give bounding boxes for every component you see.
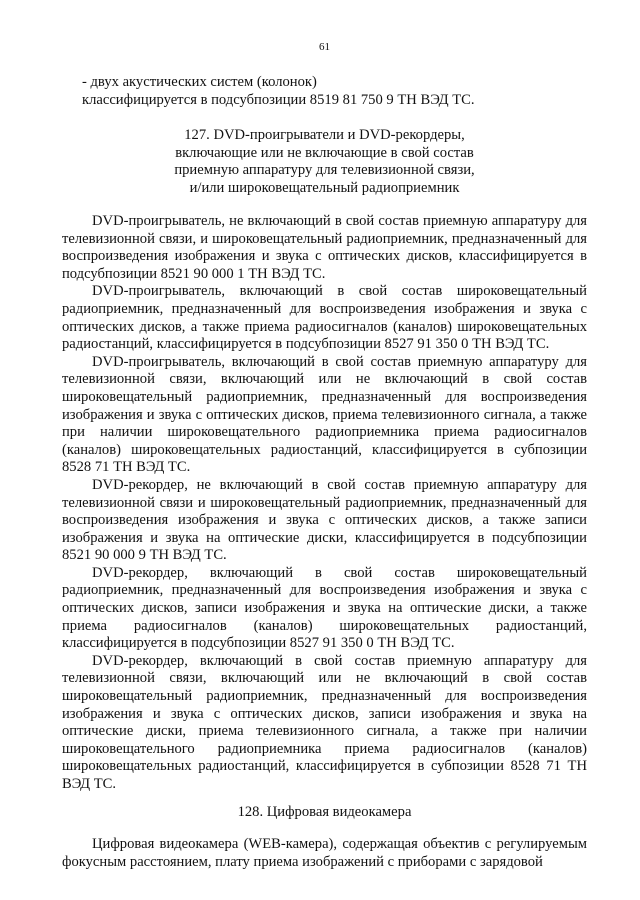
intro-line: - двух акустических систем (колонок) — [82, 74, 317, 90]
paragraph: DVD-проигрыватель, включающий в свой состав приемную аппаратуру для телевизионной связи, включающий или не включающий в свой состав широковещательный радиоприемник, предназначенный для воспроизведения изображения и звука с оптических дисков, приема телевизионного сигнала, а также при наличии широковещательного радиоприемника приема радиосигналов (каналов) широковещательных радиостанций, классифицируется в субпозиции 8528 71 ТН ВЭД ТС. — [62, 353, 587, 476]
heading-line: 128. Цифровая видеокамера — [237, 804, 412, 820]
intro-line: классифицируется в подсубпозиции 8519 81 750 9 ТН ВЭД ТС. — [82, 91, 475, 108]
paragraph: DVD-проигрыватель, включающий в свой состав широковещательный радиоприемник, предназначенный для воспроизведения изображения и звука с оптических дисков, а также приема радиосигналов (каналов) широковещательных радиостанций, классифицируется в подсубпозиции 8527 91 350 0 ТН ВЭД ТС. — [62, 283, 587, 353]
paragraph: DVD-проигрыватель, не включающий в свой состав приемную аппаратуру для телевизионной связи, и широковещательный радиоприемник, предназначенный для воспроизведения изображения и звука с оптических дисков, классифицируется в подсубпозиции 8521 90 000 1 ТН ВЭД ТС. — [62, 213, 587, 282]
section-127-heading — [62, 127, 587, 197]
heading-line: приемную аппаратуру для телевизионной связи, — [174, 162, 475, 179]
paragraph: Цифровая видеокамера (WEB-камера), содержащая объектив с регулируемым фокусным расстоянием, плату приема изображений с приборами с зарядовой — [62, 836, 587, 870]
section-128-body — [62, 836, 587, 871]
heading-line: включающие или не включающие в свой состав — [175, 144, 474, 161]
heading-line: 127. DVD-проигрыватели и DVD-рекордеры, — [184, 127, 465, 143]
heading-line: и/или широковещательный радиоприемник — [189, 179, 460, 196]
paragraph: DVD-рекордер, включающий в свой состав широковещательный радиоприемник, предназначенный для воспроизведения изображения и звука с оптических дисков, записи изображения и звука на оптические диски, а также приема радиосигналов (каналов) широковещательных радиостанций, классифицируется в подсубпозиции 8527 91 350 0 ТН ВЭД ТС. — [62, 564, 587, 652]
paragraph: DVD-рекордер, включающий в свой состав приемную аппаратуру для телевизионной связи, включающий или не включающий в свой состав широковещательный радиоприемник, предназначенный для воспроизведения изображения и звука с оптических дисков, записи изображения и звука на оптические диски, приема телевизионного сигнала, а также при наличии широковещательного радиоприемника приема радиосигналов (каналов) широковещательных радиостанций, классифицируется в субпозиции 8528 71 ТН ВЭД ТС. — [62, 652, 587, 792]
paragraph: DVD-рекордер, не включающий в свой состав приемную аппаратуру для телевизионной связи и широковещательный радиоприемник, предназначенный для воспроизведения изображения и звука с оптических дисков, а также записи изображения и звука на оптические диски, классифицируется в подсубпозиции 8521 90 000 9 ТН ВЭД ТС. — [62, 476, 587, 564]
section-127-body — [62, 213, 587, 794]
intro-block — [82, 74, 587, 109]
section-128-heading — [62, 804, 587, 822]
page-number: 61 — [319, 41, 330, 53]
